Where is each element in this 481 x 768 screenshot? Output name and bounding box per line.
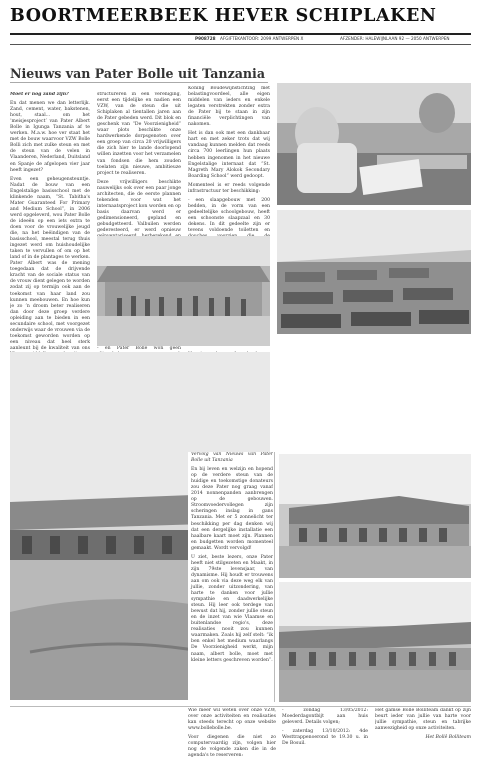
building-side-photo xyxy=(279,582,471,702)
header-divider xyxy=(10,44,471,45)
article-paragraph: Vervolg van Nieuws van Pater Bolle uit Tanzania xyxy=(191,452,273,464)
building-exterior-photo xyxy=(279,454,471,578)
article-paragraph: Even een geheugensteuntje. Nadat de bouw van een Engelstalige basisschool met de klinkende naam, “St. Tabitha's Mater Guaranteed For Primary and Medium School”, in 2006 werd opgeleverd, wou Pater Bolle de ideeën op een iets extra te doen voor de vrouwelijke jeugd die, na het beëindigen van de basisschool, meestal terug thuis ingezet werd om huishoudelijke taken te vervullen of om op het land of in de plantages te werken. Pater Albert was de mening toegedaan dat de drijvende kracht van de sociale status van de vrouw dient gelegen te worden zodat zij op termijn ook aan de toekomst van haar land zou kunnen meebouwen. En hoe kun je zo ’n droom beter realiseren dan door deze groep verdere opleiding aan te bieden in een secundaire school, met voorgezet onderwijs waar de vrouwen via de toekomst geworden worden op een niveau dat heel sterk aanleunt bij de kwaliteit van ons xyxy=(10,176,90,351)
article-paragraph: Moet er nog zand zijn? xyxy=(10,92,69,97)
article-paragraph: Deze vrijwilligers beschikte nauwelijks ook over een paar jonge architecten, die de eerste plannen tekenden voor wat het internaatsproject kon worden en op basis daarvan werd er gedimensioneerd, gepland en gebudgetteerd. Valbuilen werden gederesteerd, er werd opnieuw xyxy=(97,179,181,234)
article-paragraph: Wie meer wil weten over onze VZW, over onze activiteiten en realisaties kan steeds terecht op onze website www.bollebolle.be. xyxy=(188,708,276,732)
classroom-photo xyxy=(277,210,471,334)
article-paragraph: Voor diegenen die niet zo computervaardig zijn, volgen hier nog de volgende zaken die in de agenda's te reserveren: xyxy=(188,735,276,759)
article-paragraph: - zaterdag 13/10/2012: 4de Westtrappenoerond te 19.30 u. in De Bosuil. xyxy=(282,729,368,747)
article-paragraph: - en Pater Bolle won geen xyxy=(97,345,181,351)
article-paragraph: Koning Boudewijnstichting met belastingvoordeel, alle eigen middelen van ieders en enkele legaten verstrekten zonder extra de Pater bij te staan in zijn financiële verplichtingen van nakomen. xyxy=(188,86,270,128)
masthead-title: BOORTMEERBEEK HEVER SCHIPLAKEN xyxy=(10,6,437,26)
sender-address: AFZENDER: HALEWIJNLAAN 92 — 2050 ANTWERPEN xyxy=(340,36,450,41)
article-paragraph: - een slaapgebouw met 200 bedden, in de vorm van een gedeeltelijke schoolgebouw, heeft een schoonste slaapzaal en 30 dekens. In dit gedeelte zijn er tevens voldoende toiletten en xyxy=(188,197,270,234)
post-office: AFGIFTEKANTOOR: 2099 ANTWERPEN X xyxy=(220,36,304,41)
article-paragraph: Het is dan ook met een dankbaar hart en met zeker trots dat wij vandaag kunnen melden dat reeds circa 700 leerlingen hun plaats hebben ingenomen in het nieuwe Engelstalige internaat dat “St. Magreth Mary Alokok Secondary Boarding School” werd gedoopt. xyxy=(188,131,270,179)
article-continuation xyxy=(188,452,273,702)
article-paragraph: - zondag 13/05/2012: Moederdagontbijt aan huis geleverd. Details volgen; xyxy=(282,708,368,726)
article-paragraph: Momenteel is er reeds volgende infrastructuur ter beschikking: xyxy=(188,182,270,194)
article-title: Nieuws van Pater Bolle uit Tanzania xyxy=(10,66,265,81)
post-code: P908728 xyxy=(195,36,216,41)
column-separator xyxy=(274,452,275,702)
bottom-divider xyxy=(10,706,471,707)
article-paragraph: Het gamse Bollê Bolliteam dankt op zijn beurt ieder van jullie van harte voor jullie sympathie, steun en tabrijke aanwezigheid op onze activiteiten. xyxy=(375,708,471,732)
student-writing-photo xyxy=(277,83,471,205)
article-paragraph: En dat menen we dan letterlijk. Zand, cement, water, bakstenen, hout, staal… om het ‘meisjesproject’ van Pater Albert Bolle in Igunga Tanzania af te werken. M.a.w. hoe ver staat het met de bouw waarvoor VZW Bolle Bolli zich met zulke steun en met de steun van de velen in Vlaanderen, Nederland, Duitsland en Spanje de afgelopen vier jaar heeft ingezet? xyxy=(10,101,90,173)
website-info-text xyxy=(188,708,276,764)
title-rule xyxy=(10,82,268,83)
article-paragraph: U ziet, beste lezers, onze Pater heeft niet stilgezeten en Maakt, in zijn 79ste levensjaar, van dynamisme. Hij houdt er trouwens aan om ook via deze weg elk van jullie, zonder uitzondering, van harte te danken voor jullie sympathie en daadwerkelijke steun. Hij leer ook terdege van bewust dat hij, zonder jullie steun en de inzet van wie Vlaamse en buitenlandse regio's, deze realisaties nooit zou kunnen waarmaken. Zoals hij zelf stelt: “ik ben enkel het medium waarlangs De Voorzienigheid werkt, mijn naam, albert bolle, moet met kleine letters geschreven worden”. xyxy=(191,554,273,663)
postal-info-bar xyxy=(10,35,471,44)
article-paragraph: En bij leven en welzijn en hopend op de verdere steun van de huidige en toekomstige donateurs zou deze Pater nog graag vanaf 2014 nonnenpanden aanbrengen op de gebouwen. Stroomvoedervollegen zijn scheringen inslag in gans Tanzania. Met er 5 zonnelicht ter beschikking per dag denken wij dat een dergelijke installatie een haalbare kaart moet zijn. Plannen en budgetten worden momenteel gemaakt. Wordt vervolgd! xyxy=(191,467,273,551)
article-paragraph: structureren in een vereniging, eerst een tijdelijke en nadien een VZW, van de steun die uit Schiplaken al tientallen jaren aan de Pater gebeden werd. Dit blok en geschenk van “De Voorzienigheid” waar plots beschikte onze hardwerkende dorpsgenoten over een groep van circa 20 vrijwilligers die zich hier te lande doorlopend willen inzetten voor het verzamelen van fondsen die hem zouden toelaten zijn nieuwe, ambitieuze project te realiseren. xyxy=(97,92,181,176)
agenda-text xyxy=(282,708,368,764)
thanks-text xyxy=(375,708,471,764)
article-paragraph: Het Bollê Bolliteam xyxy=(425,735,471,741)
students-courtyard-photo xyxy=(97,236,270,346)
